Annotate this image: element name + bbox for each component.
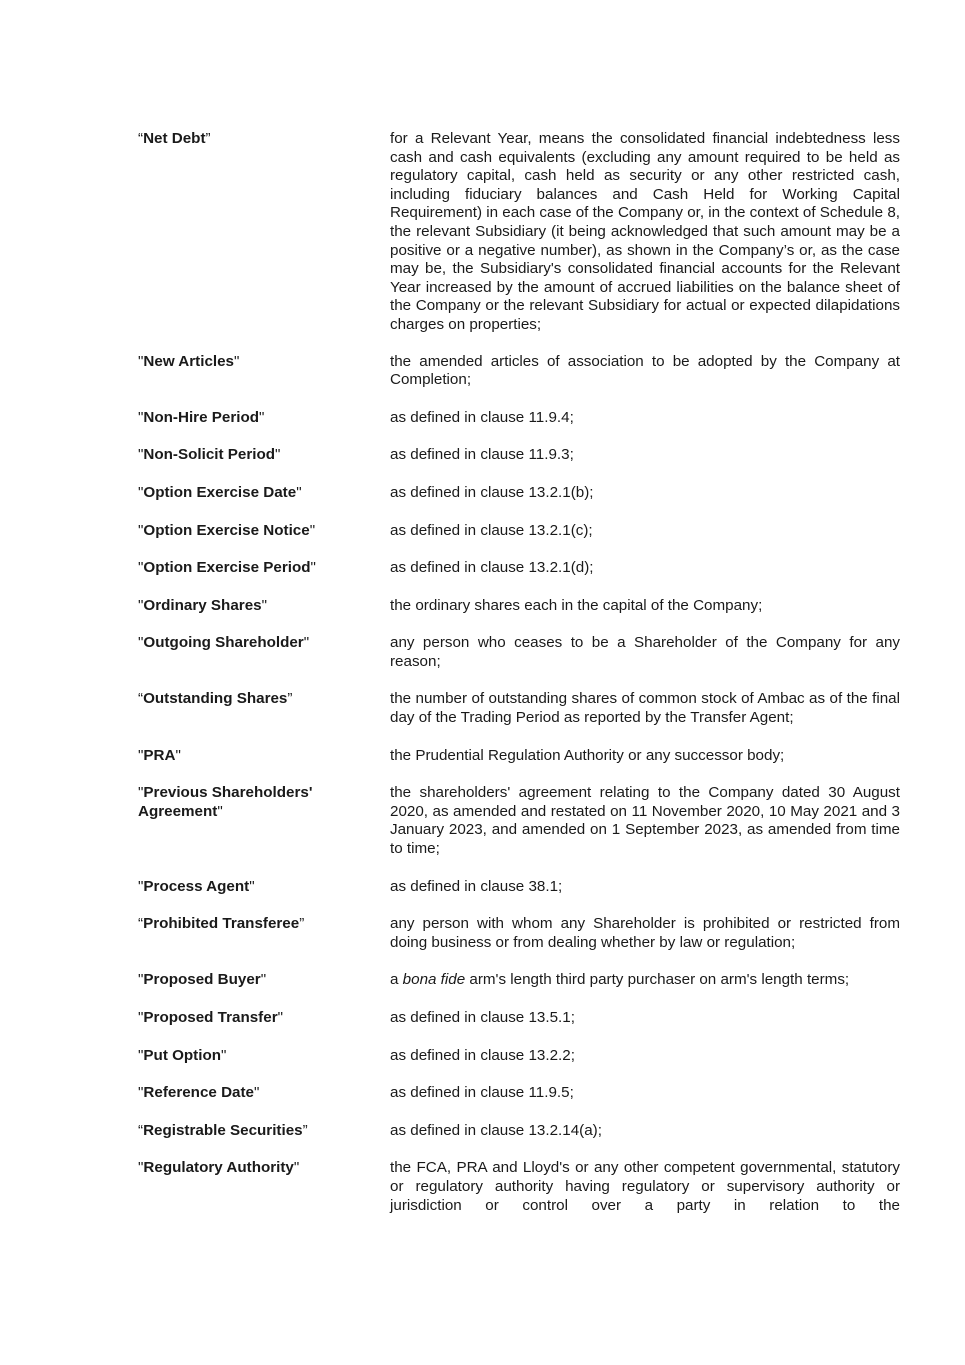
definition-row-outgoing-shareholder: [138, 634, 900, 671]
definition-term: “Outstanding Shares”: [138, 690, 293, 708]
definition-row-option-exercise-date: [138, 484, 900, 503]
definition-text: the shareholders' agreement relating to the Company dated 30 August 2020, as amended and restated on 11 November 2020, 10 May 2021 and 3 January 2023, and amended on 1 September 2023, as amended from time to time;: [390, 784, 900, 858]
definition-text: as defined in clause 13.2.1(b);: [390, 483, 594, 501]
definition-row-proposed-transfer: [138, 1009, 900, 1028]
definition-term: "Non-Hire Period": [138, 408, 265, 426]
definition-row-new-articles: [138, 353, 900, 390]
definition-term: "Non-Solicit Period": [138, 446, 281, 464]
definition-row-ordinary-shares: [138, 597, 900, 616]
definition-text: as defined in clause 11.9.3;: [390, 446, 574, 464]
definition-term: "Ordinary Shares": [138, 596, 267, 614]
definition-text: any person who ceases to be a Shareholder of the Company for any reason;: [390, 634, 900, 670]
definition-row-prohibited-transferee: [138, 915, 900, 952]
definition-row-pra: [138, 747, 900, 766]
definition-term: "Proposed Buyer": [138, 971, 267, 989]
definition-text: the ordinary shares each in the capital of the Company;: [390, 596, 763, 614]
definition-text: as defined in clause 11.9.4;: [390, 408, 574, 426]
definition-term: “Prohibited Transferee”: [138, 915, 305, 933]
definition-text: as defined in clause 11.9.5;: [390, 1084, 574, 1102]
definition-term: "Option Exercise Notice": [138, 521, 316, 539]
definition-row-option-exercise-period: [138, 559, 900, 578]
definitions-list: [138, 130, 900, 1215]
definition-term: "New Articles": [138, 352, 240, 370]
definition-term: "Outgoing Shareholder": [138, 634, 310, 652]
definition-row-previous-shareholders-agreement: [138, 784, 900, 858]
definition-term: "Proposed Transfer": [138, 1009, 284, 1026]
definition-text: as defined in clause 38.1;: [390, 877, 563, 895]
definition-row-registrable-securities: [138, 1122, 900, 1141]
definition-row-process-agent: [138, 878, 900, 897]
definition-text: the FCA, PRA and Lloyd's or any other competent governmental, statutory or regulatory authority having regulatory or supervisory authority or jurisdiction or control over a party in relation to the: [390, 1159, 900, 1214]
definition-text: the amended articles of association to be adopted by the Company at Completion;: [390, 352, 900, 389]
definition-row-option-exercise-notice: [138, 522, 900, 541]
definition-text: for a Relevant Year, means the consolidated financial indebtedness less cash and cash equivalents (excluding any amount required to be held as regulatory capital, cash held as security or any other restricted cash, including fiduciary balances and Cash Held for Working Capital Requirement) in each case of the Company or, in the context of Schedule 8, the relevant Subsidiary (it being acknowledged that such amount may be a positive or a negative number), as shown in the Company’s or, as the case may be, the Subsidiary's consolidated financial accounts for the Relevant Year increased by the amount of accrued liabilities on the balance sheet of the Company or the relevant Subsidiary for actual or expected dilapidations charges on properties;: [390, 130, 900, 333]
definition-text: as defined in clause 13.5.1;: [390, 1009, 575, 1026]
definition-row-net-debt: [138, 130, 900, 335]
definition-term: "PRA": [138, 746, 181, 764]
definition-term: “Registrable Securities”: [138, 1121, 308, 1139]
definition-term: “Net Debt”: [138, 130, 211, 147]
definition-text: the Prudential Regulation Authority or any successor body;: [390, 746, 785, 764]
definition-row-proposed-buyer: [138, 971, 900, 990]
definition-row-put-option: [138, 1047, 900, 1066]
definition-text: as defined in clause 13.2.1(d);: [390, 559, 594, 577]
definition-row-reference-date: [138, 1084, 900, 1103]
definition-text: as defined in clause 13.2.14(a);: [390, 1121, 602, 1139]
definition-term: "Put Option": [138, 1046, 227, 1064]
definition-term: "Option Exercise Date": [138, 483, 302, 501]
definition-text: any person with whom any Shareholder is prohibited or restricted from doing business or from dealing whether by law or regulation;: [390, 915, 900, 951]
definition-term: "Reference Date": [138, 1084, 260, 1102]
definition-text: as defined in clause 13.2.1(c);: [390, 521, 593, 539]
definition-row-non-hire-period: [138, 409, 900, 428]
definition-row-non-solicit-period: [138, 446, 900, 465]
definition-text: a bona fide arm's length third party purchaser on arm's length terms;: [390, 971, 850, 989]
definition-term: "Option Exercise Period": [138, 559, 316, 577]
definition-text: the number of outstanding shares of common stock of Ambac as of the final day of the Trading Period as reported by the Transfer Agent;: [390, 690, 900, 727]
definition-text: as defined in clause 13.2.2;: [390, 1046, 575, 1064]
definition-row-regulatory-authority: [138, 1159, 900, 1215]
definition-row-outstanding-shares: [138, 690, 900, 727]
definition-term: "Regulatory Authority": [138, 1159, 300, 1177]
definition-term: "Process Agent": [138, 877, 255, 895]
definition-term: "Previous Shareholders' Agreement": [138, 784, 313, 820]
